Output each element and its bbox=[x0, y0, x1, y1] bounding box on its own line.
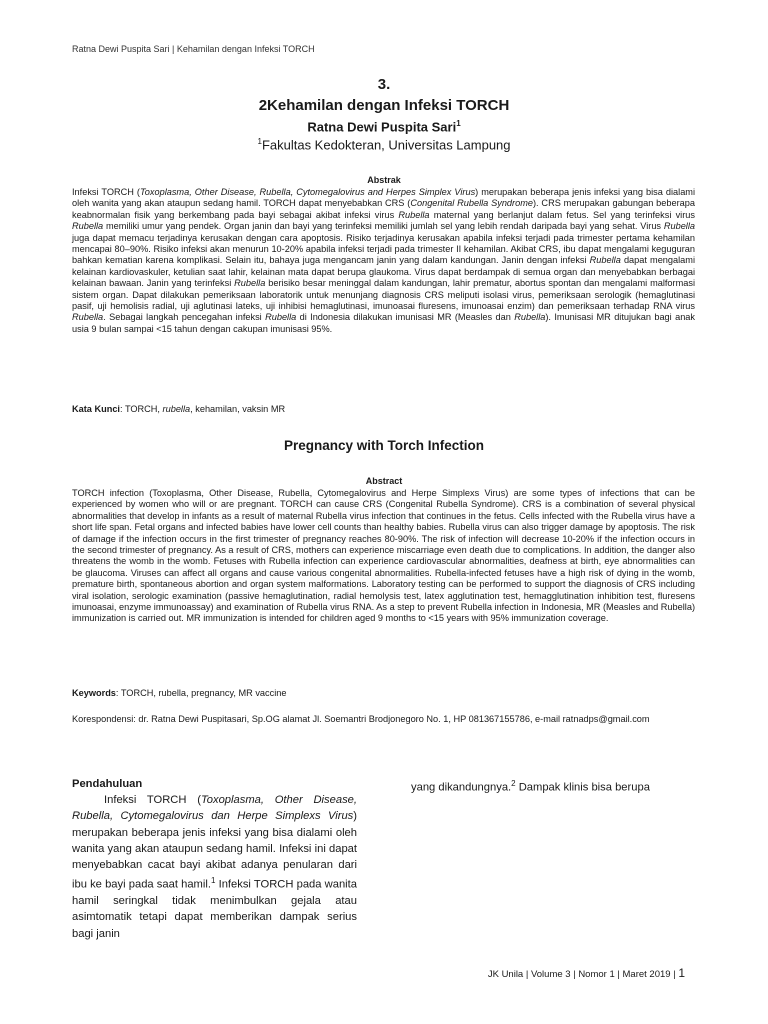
author-superscript: 1 bbox=[456, 119, 461, 128]
running-header: Ratna Dewi Puspita Sari | Kehamilan dengan Infeksi TORCH bbox=[72, 44, 315, 54]
correspondence: Korespondensi: dr. Ratna Dewi Puspitasari, Sp.OG alamat Jl. Soemantri Brodjonegoro No. 1, HP 081367155786, e-mail ratnadps@gmail.com bbox=[72, 714, 650, 724]
right-column: yang dikandungnya.$^2$ Dampak klinis bisa berupa bbox=[411, 779, 650, 794]
intro-column bbox=[72, 776, 357, 942]
kata-kunci: Kata Kunci: TORCH, rubella, kehamilan, vaksin MR bbox=[72, 404, 286, 414]
abstrak-text: Infeksi TORCH (Toxoplasma, Other Disease, Rubella, Cytomegalovirus and Herpes Simplex Virus) merupakan beberapa jenis infeksi yang bisa dialami oleh wanita yang akan ataupun sedang hamil. TORCH dapat menyebabkan CRS (Congenital Rubella Syndrome). CRS merupakan gabungan beberapa keabnormalan fisik yang berkembang pada bayi sebagai akibat infeksi virus Rubella maternal yang berlanjut dalam fetus. Sel yang terinfeksi virus Rubella memiliki umur yang pendek. Organ janin dan bayi yang terinfeksi memiliki jumlah sel yang lebih rendah daripada bayi yang sehat. Virus Rubella juga dapat memacu terjadinya kerusakan dengan cara apoptosis. Risiko terjadinya kerusakan apabila infeksi terjadi pada trimester pertama kehamilan mencapai 80–90%. Risiko infeksi akan menurun 10-20% apabila infeksi terjadi pada trimester II kehamilan. Akibat CRS, ibu dapat mengalami keguguran bahkan kematian karena komplikasi. Selain itu, bahaya juga mengancam janin yang dalam kandungan. Janin dengan infeksi Rubella dapat mengalami kelainan kardiovaskuler, ketulian saat lahir, kelainan mata dapat berupa glaukoma. Virus dapat berdampak di semua organ dan menyebabkan berbagai kelainan bawaan. Janin yang terinfeksi Rubella berisiko besar meninggal dalam kandungan, lahir prematur, abortus spontan dan mengalami malformasi sistem organ. Dapat dilakukan pemeriksaan laboratorik untuk menunjang diagnosis CRS meliputi isolasi virus, pemeriksaan serologik (hemaglutinasi pasif, uji hemolisis radial, uji aglutinasi lateks, uji inhibisi hemaglutinasi, imunoasai fluresens, imunoasai enzim) dan pemeriksaan terhadap RNA virus Rubella. Sebagai langkah pencegahan infeksi Rubella di Indonesia dilakukan imunisasi MR (Measles dan Rubella). Imunisasi MR ditujukan bagi anak usia 9 bulan sampai <15 tahun dengan cakupan imunisasi 95%. bbox=[72, 187, 696, 334]
abstrak-heading: Abstrak bbox=[367, 175, 401, 185]
english-title: Pregnancy with Torch Infection bbox=[283, 438, 485, 453]
page-number: 1 bbox=[678, 966, 685, 980]
article-title: 2Kehamilan dengan Infeksi TORCH bbox=[258, 97, 510, 114]
intro-paragraph: Infeksi TORCH (Toxoplasma, Other Disease, Rubella, Cytomegalovirus dan Herpe Simplexs Virus) merupakan beberapa jenis infeksi yang bisa dialami oleh wanita yang akan ataupun sedang hamil. Infeksi ini dapat menyebabkan cacat bayi akibat adanya penularan dari ibu ke bayi pada saat hamil.$^1$ Infeksi TORCH pada wanita hamil seringkal tidak menimbulkan gejala atau asimtomatik tetapi dapat memberikan dampak serius bagi janin bbox=[72, 794, 357, 940]
chapter-number: 3. bbox=[377, 76, 391, 93]
section-heading: Pendahuluan bbox=[72, 778, 143, 790]
affiliation: $^1$Fakultas Kedokteran, Universitas Lampung bbox=[257, 137, 511, 153]
affiliation-superscript: 1 bbox=[257, 137, 262, 146]
author-name: Ratna Dewi Puspita Sari$^1$ bbox=[307, 119, 461, 135]
abstract-text: TORCH infection (Toxoplasma, Other Disease, Rubella, Cytomegalovirus and Herpe Simplexs Virus) are some types of infections that can be experienced by women who will or are pregnant. TORCH can cause CRS (Congenital Rubella Syndrome). CRS is a combination of several physical abnormalities that develop in infants as a result of maternal Rubella virus infection that continues in the fetus. Cells infected with the Rubella virus have a short life span. Fetal organs and infected babies have lower cell counts than healthy babies. Rubella virus can also trigger damage by apoptosis. The risk of damage if the infection occurs in the first trimester of pregnancy reaches 80-90%. The risk of infection will decrease 10-20% if the infection occurs in the second trimester of pregnancy. As a result of CRS, mothers can experience miscarriage even death due to complications. In addition, the danger also threatens the womb in the womb. Fetuses with Rubella infection can experience cardiovascular abnormalities, deafness at birth, eye abnormalities can be glaucoma. Viruses can affect all organs and cause various congenital abnormalities. Rubella-infected fetuses have a high risk of dying in the womb, premature birth, spontaneous abortion and organ system malformations. Laboratory testing can be performed to support the diagnosis of CRS including viral isolation, serologic examination (passive hemaglutination, radial hemolysis test, latex agglutination test, hemagglutination inhibition test, fluresens imunoasai, enzyme immunoassay) and examination of Rubella virus RNA. As a step to prevent Rubella infection in Indonesia, MR (Measles and Rubella) immunization is carried out. MR immunization is intended for children aged 9 months to <15 years with 95% immunization coverage. bbox=[72, 488, 695, 624]
abstract-heading: Abstract bbox=[365, 476, 403, 486]
keywords: Keywords: TORCH, rubella, pregnancy, MR vaccine bbox=[72, 688, 287, 698]
page-footer: JK Unila | Volume 3 | Nomor 1 | Maret 2019 | 1 bbox=[487, 966, 685, 980]
